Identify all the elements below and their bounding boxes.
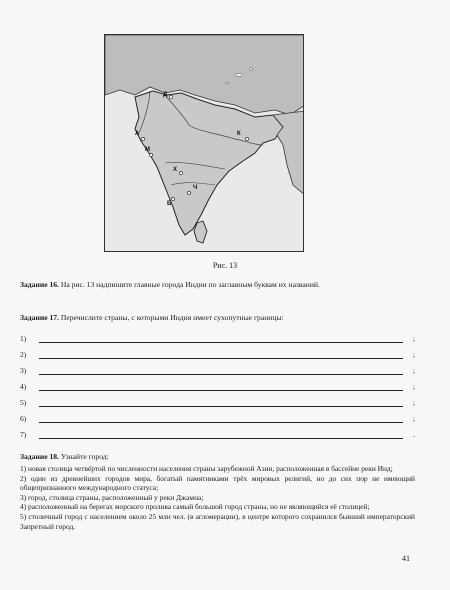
task-18-list — [20, 464, 415, 531]
task-17-text: Перечислите страны, с которыми Индия имеет сухопутные границы: — [60, 313, 284, 322]
answer-line-7[interactable] — [20, 430, 415, 440]
answer-line-2[interactable] — [20, 350, 415, 360]
answer-line-end: ; — [412, 398, 415, 407]
task-18-heading: Задание 18. — [20, 452, 59, 461]
task-17-heading: Задание 17. — [20, 313, 59, 322]
city-dot-k — [245, 137, 248, 140]
answer-line-end: ; — [412, 382, 415, 391]
list-item: 1) новая столица четвёртой по численности населения страны зарубежной Азии, расположенная в бассейне реки Инд; — [20, 464, 393, 473]
task-18-text: Узнайте город: — [60, 452, 109, 461]
lake — [225, 82, 229, 84]
answer-line-end: ; — [412, 366, 415, 375]
list-item: 2) один из древнейших городов мира, богатый памятниками трёх мировых религий, но до сих пор не имеющий общепризнанного международного статуса; — [20, 473, 415, 493]
city-dot-b — [171, 197, 174, 200]
city-label-kh: Х — [173, 167, 178, 173]
map-drawing — [105, 35, 304, 252]
city-label-k: К — [237, 131, 241, 137]
city-label-a: А — [135, 131, 140, 137]
answer-rule — [39, 374, 403, 375]
answer-rule — [39, 390, 403, 391]
answer-rule — [39, 406, 403, 407]
city-label-ch: Ч — [193, 185, 198, 191]
answer-line-end: ; — [412, 334, 415, 343]
task-18 — [20, 452, 415, 462]
answer-rule — [39, 342, 403, 343]
answer-line-number: 1) — [20, 334, 27, 343]
figure-caption: Рис. 13 — [212, 261, 238, 270]
answer-line-number: 3) — [20, 366, 27, 375]
lake — [236, 73, 242, 76]
task-16-heading: Задание 16. — [20, 280, 59, 289]
answer-line-number: 7) — [20, 430, 27, 439]
answer-line-end: . — [413, 430, 415, 439]
answer-line-number: 6) — [20, 414, 27, 423]
answer-rule — [39, 422, 403, 423]
task-17 — [20, 313, 415, 323]
task-16-text: На рис. 13 надпишите главные города Индии по заглавным буквам их названий. — [60, 280, 320, 289]
answer-line-3[interactable] — [20, 366, 415, 376]
city-dot-kh — [179, 171, 182, 174]
list-item: 5) столичный город с населением около 25 млн чел. (в агломерации), в центре которого сохранился бывший императорский Запретный город. — [20, 511, 415, 531]
answer-line-number: 2) — [20, 350, 27, 359]
city-dot-d — [169, 95, 173, 99]
answer-line-number: 4) — [20, 382, 27, 391]
city-dot-ch — [187, 191, 190, 194]
city-label-b: Б — [167, 201, 172, 207]
answer-line-6[interactable] — [20, 414, 415, 424]
page-number: 41 — [402, 554, 410, 563]
answer-rule — [39, 438, 403, 439]
city-label-d: Д — [163, 92, 168, 98]
list-item: 4) расположенный на берегах морского пролива самый большой город страны, но не являющийся её столицей; — [20, 502, 370, 512]
answer-line-end: ; — [412, 414, 415, 423]
city-dot-m — [149, 153, 152, 156]
lake — [249, 68, 253, 70]
list-item: 3) город, столица страны, расположенный у реки Джамна; — [20, 492, 204, 502]
answer-line-end: ; — [412, 350, 415, 359]
city-dot-a — [141, 137, 144, 140]
answer-line-1[interactable] — [20, 334, 415, 344]
answer-line-4[interactable] — [20, 382, 415, 392]
answer-rule — [39, 358, 403, 359]
task-16 — [20, 280, 415, 290]
india-outline-map — [104, 34, 304, 252]
answer-line-5[interactable] — [20, 398, 415, 408]
city-label-m: М — [145, 147, 150, 153]
answer-line-number: 5) — [20, 398, 27, 407]
